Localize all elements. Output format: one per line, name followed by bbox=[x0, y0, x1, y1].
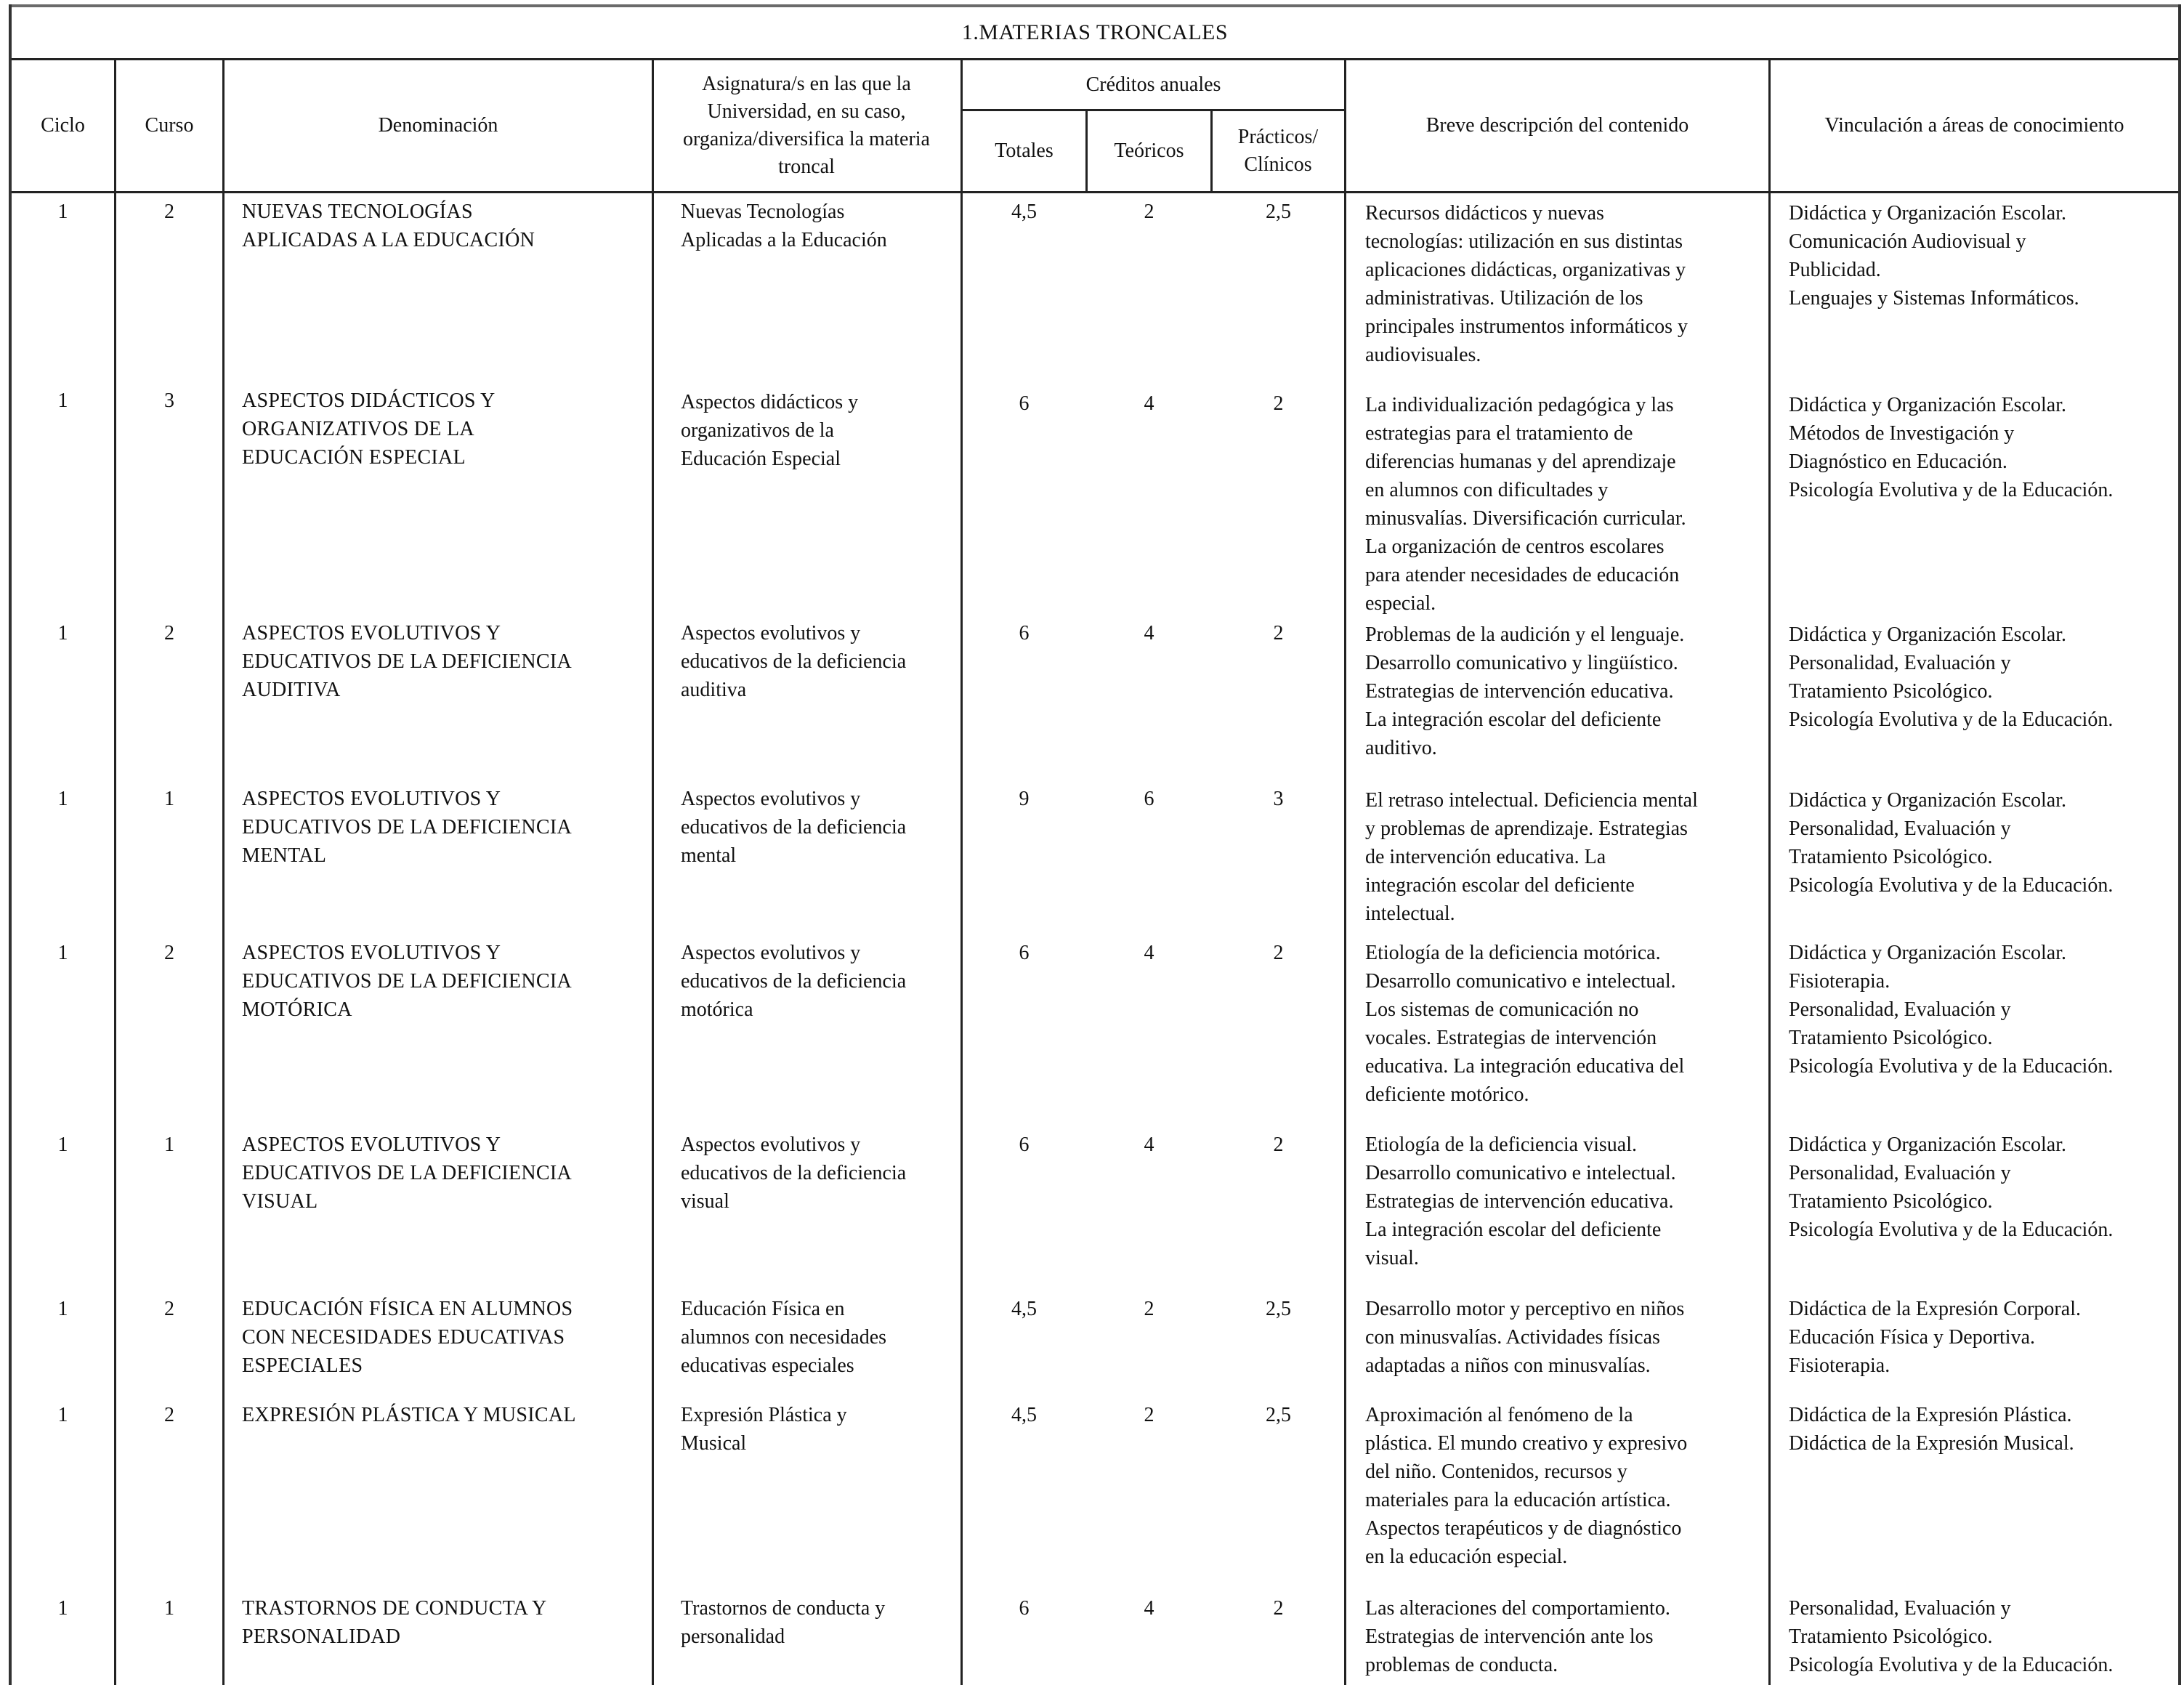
header-divider bbox=[12, 191, 2178, 193]
row-teoricos: 2 bbox=[1144, 1404, 1154, 1426]
row-curso: 2 bbox=[164, 1404, 174, 1426]
row-curso: 3 bbox=[164, 389, 174, 412]
row-ciclo: 1 bbox=[57, 622, 68, 644]
row-practicos: 2 bbox=[1273, 392, 1284, 415]
table-title: 1.MATERIAS TRONCALES bbox=[961, 20, 1229, 44]
header-asignatura: Asignatura/s en las que la Universidad, en su caso, organiza/diversifica la materia troncal bbox=[683, 73, 930, 178]
row-denominacion: ASPECTOS EVOLUTIVOS Y EDUCATIVOS DE LA DEFICIENCIA AUDITIVA bbox=[242, 622, 573, 701]
header-teoricos: Teóricos bbox=[1114, 140, 1184, 162]
header-practicos: Prácticos/ Clínicos bbox=[1237, 126, 1319, 176]
row-practicos: 2 bbox=[1273, 1134, 1284, 1156]
row-vinculacion: Didáctica de la Expresión Corporal. Educación Física y Deportiva. Fisioterapia. bbox=[1789, 1298, 2081, 1377]
row-totales: 4,5 bbox=[1011, 1298, 1037, 1320]
row-ciclo: 1 bbox=[57, 201, 68, 223]
row-teoricos: 4 bbox=[1144, 1134, 1154, 1156]
col-divider-2 bbox=[222, 58, 225, 1685]
row-denominacion: ASPECTOS EVOLUTIVOS Y EDUCATIVOS DE LA DEFICIENCIA VISUAL bbox=[242, 1134, 573, 1213]
row-totales: 6 bbox=[1019, 1597, 1030, 1620]
row-asignatura: Aspectos evolutivos y educativos de la deficiencia auditiva bbox=[681, 622, 907, 701]
row-practicos: 2 bbox=[1273, 942, 1284, 964]
row-teoricos: 2 bbox=[1144, 201, 1154, 223]
row-teoricos: 6 bbox=[1144, 788, 1154, 810]
row-totales: 6 bbox=[1019, 392, 1030, 415]
row-totales: 6 bbox=[1019, 1134, 1030, 1156]
row-totales: 4,5 bbox=[1011, 1404, 1037, 1426]
row-curso: 1 bbox=[164, 788, 174, 810]
row-denominacion: NUEVAS TECNOLOGÍAS APLICADAS A LA EDUCACIÓN bbox=[242, 201, 535, 251]
row-teoricos: 4 bbox=[1144, 622, 1154, 644]
row-curso: 2 bbox=[164, 1298, 174, 1320]
row-teoricos: 2 bbox=[1144, 1298, 1154, 1320]
row-ciclo: 1 bbox=[57, 1134, 68, 1156]
header-denominacion: Denominación bbox=[378, 114, 498, 137]
row-vinculacion: Personalidad, Evaluación y Tratamiento Psicológico. Psicología Evolutiva y de la Educación. bbox=[1789, 1597, 2114, 1676]
row-vinculacion: Didáctica y Organización Escolar. Comunicación Audiovisual y Publicidad. Lenguajes y Sistemas Informáticos. bbox=[1789, 202, 2079, 310]
row-descripcion: Etiología de la deficiencia visual. Desarrollo comunicativo e intelectual. Estrategias de intervención educativa. La integración escolar del deficiente visual. bbox=[1365, 1134, 1676, 1269]
col-divider-8 bbox=[1768, 58, 1771, 1685]
row-practicos: 2,5 bbox=[1266, 1404, 1291, 1426]
row-curso: 1 bbox=[164, 1134, 174, 1156]
row-descripcion: Recursos didácticos y nuevas tecnologías: utilización en sus distintas aplicaciones didácticas, organizativas y administrativas. Utilización de los principales instrumentos informáticos y audiovisuales. bbox=[1365, 202, 1688, 366]
row-curso: 2 bbox=[164, 201, 174, 223]
col-divider-7 bbox=[1344, 58, 1346, 1685]
row-descripcion: Problemas de la audición y el lenguaje. Desarrollo comunicativo y lingüístico. Estrategias de intervención educativa. La integración escolar del deficiente auditivo. bbox=[1365, 623, 1685, 759]
table-left-border bbox=[9, 4, 12, 1685]
row-descripcion: Etiología de la deficiencia motórica. Desarrollo comunicativo e intelectual. Los sistemas de comunicación no vocales. Estrategias de intervención educativa. La integración educativa del deficiente motórico. bbox=[1365, 942, 1685, 1106]
row-vinculacion: Didáctica y Organización Escolar. Métodos de Investigación y Diagnóstico en Educación. Psicología Evolutiva y de la Educación. bbox=[1789, 394, 2114, 501]
row-asignatura: Aspectos evolutivos y educativos de la deficiencia visual bbox=[681, 1134, 907, 1213]
row-vinculacion: Didáctica y Organización Escolar. Fisioterapia. Personalidad, Evaluación y Tratamiento Psicológico. Psicología Evolutiva y de la Educación. bbox=[1789, 942, 2114, 1078]
row-ciclo: 1 bbox=[57, 1298, 68, 1320]
row-totales: 6 bbox=[1019, 942, 1030, 964]
col-divider-4 bbox=[960, 58, 963, 1685]
row-descripcion: Las alteraciones del comportamiento. Estrategias de intervención ante los problemas de conducta. bbox=[1365, 1597, 1670, 1676]
row-ciclo: 1 bbox=[57, 788, 68, 810]
row-denominacion: ASPECTOS EVOLUTIVOS Y EDUCATIVOS DE LA DEFICIENCIA MENTAL bbox=[242, 788, 573, 867]
header-ciclo: Ciclo bbox=[41, 114, 85, 137]
row-curso: 2 bbox=[164, 622, 174, 644]
row-curso: 1 bbox=[164, 1597, 174, 1620]
header-totales: Totales bbox=[995, 140, 1053, 162]
row-descripcion: El retraso intelectual. Deficiencia mental y problemas de aprendizaje. Estrategias de intervención educativa. La integración escolar del deficiente intelectual. bbox=[1365, 789, 1698, 925]
row-asignatura: Aspectos evolutivos y educativos de la deficiencia mental bbox=[681, 788, 907, 867]
row-ciclo: 1 bbox=[57, 389, 68, 412]
header-descripcion: Breve descripción del contenido bbox=[1425, 114, 1689, 137]
row-ciclo: 1 bbox=[57, 1597, 68, 1620]
col-divider-1 bbox=[114, 58, 116, 1685]
row-totales: 6 bbox=[1019, 622, 1030, 644]
col-divider-3 bbox=[652, 58, 654, 1685]
table-right-border bbox=[2178, 4, 2181, 1685]
row-denominacion: TRASTORNOS DE CONDUCTA Y PERSONALIDAD bbox=[242, 1597, 547, 1648]
header-vinculacion: Vinculación a áreas de conocimiento bbox=[1824, 114, 2124, 137]
row-asignatura: Nuevas Tecnologías Aplicadas a la Educación bbox=[681, 201, 887, 251]
row-descripcion: Desarrollo motor y perceptivo en niños con minusvalías. Actividades físicas adaptadas a niños con minusvalías. bbox=[1365, 1298, 1685, 1377]
row-denominacion: ASPECTOS DIDÁCTICOS Y ORGANIZATIVOS DE LA EDUCACIÓN ESPECIAL bbox=[242, 389, 496, 469]
row-vinculacion: Didáctica y Organización Escolar. Personalidad, Evaluación y Tratamiento Psicológico. Psicología Evolutiva y de la Educación. bbox=[1789, 623, 2114, 731]
row-asignatura: Trastornos de conducta y personalidad bbox=[681, 1597, 886, 1648]
row-denominacion: ASPECTOS EVOLUTIVOS Y EDUCATIVOS DE LA DEFICIENCIA MOTÓRICA bbox=[242, 942, 573, 1021]
row-teoricos: 4 bbox=[1144, 392, 1154, 415]
row-vinculacion: Didáctica de la Expresión Plástica. Didáctica de la Expresión Musical. bbox=[1789, 1404, 2074, 1455]
col-divider-6 bbox=[1210, 109, 1213, 193]
row-curso: 2 bbox=[164, 942, 174, 964]
row-totales: 9 bbox=[1019, 788, 1030, 810]
row-practicos: 2 bbox=[1273, 1597, 1284, 1620]
header-creditos-anuales: Créditos anuales bbox=[1085, 73, 1221, 96]
row-practicos: 2,5 bbox=[1266, 1298, 1291, 1320]
row-asignatura: Aspectos evolutivos y educativos de la deficiencia motórica bbox=[681, 942, 907, 1021]
row-denominacion: EDUCACIÓN FÍSICA EN ALUMNOS CON NECESIDADES EDUCATIVAS ESPECIALES bbox=[242, 1298, 573, 1377]
row-vinculacion: Didáctica y Organización Escolar. Personalidad, Evaluación y Tratamiento Psicológico. Psicología Evolutiva y de la Educación. bbox=[1789, 1134, 2114, 1241]
row-totales: 4,5 bbox=[1011, 201, 1037, 223]
row-practicos: 3 bbox=[1273, 788, 1284, 810]
row-teoricos: 4 bbox=[1144, 1597, 1154, 1620]
row-asignatura: Educación Física en alumnos con necesidades educativas especiales bbox=[681, 1298, 887, 1377]
row-asignatura: Aspectos didácticos y organizativos de la Educación Especial bbox=[681, 391, 859, 470]
header-curso: Curso bbox=[145, 114, 194, 137]
row-teoricos: 4 bbox=[1144, 942, 1154, 964]
row-descripcion: La individualización pedagógica y las estrategias para el tratamiento de diferencias humanas y del aprendizaje en alumnos con dificultades y minusvalías. Diversificación curricular. La organización de centros escolares para atender necesidades de educación especial. bbox=[1365, 394, 1686, 615]
row-descripcion: Aproximación al fenómeno de la plástica. El mundo creativo y expresivo del niño. Contenidos, recursos y materiales para la educación artística. Aspectos terapéuticos y de diagnóstico en la educación especial. bbox=[1365, 1404, 1688, 1568]
row-vinculacion: Didáctica y Organización Escolar. Personalidad, Evaluación y Tratamiento Psicológico. Psicología Evolutiva y de la Educación. bbox=[1789, 789, 2114, 897]
row-denominacion: EXPRESIÓN PLÁSTICA Y MUSICAL bbox=[242, 1404, 576, 1426]
row-ciclo: 1 bbox=[57, 1404, 68, 1426]
row-ciclo: 1 bbox=[57, 942, 68, 964]
row-asignatura: Expresión Plástica y Musical bbox=[681, 1404, 847, 1455]
row-practicos: 2,5 bbox=[1266, 201, 1291, 223]
row-practicos: 2 bbox=[1273, 622, 1284, 644]
